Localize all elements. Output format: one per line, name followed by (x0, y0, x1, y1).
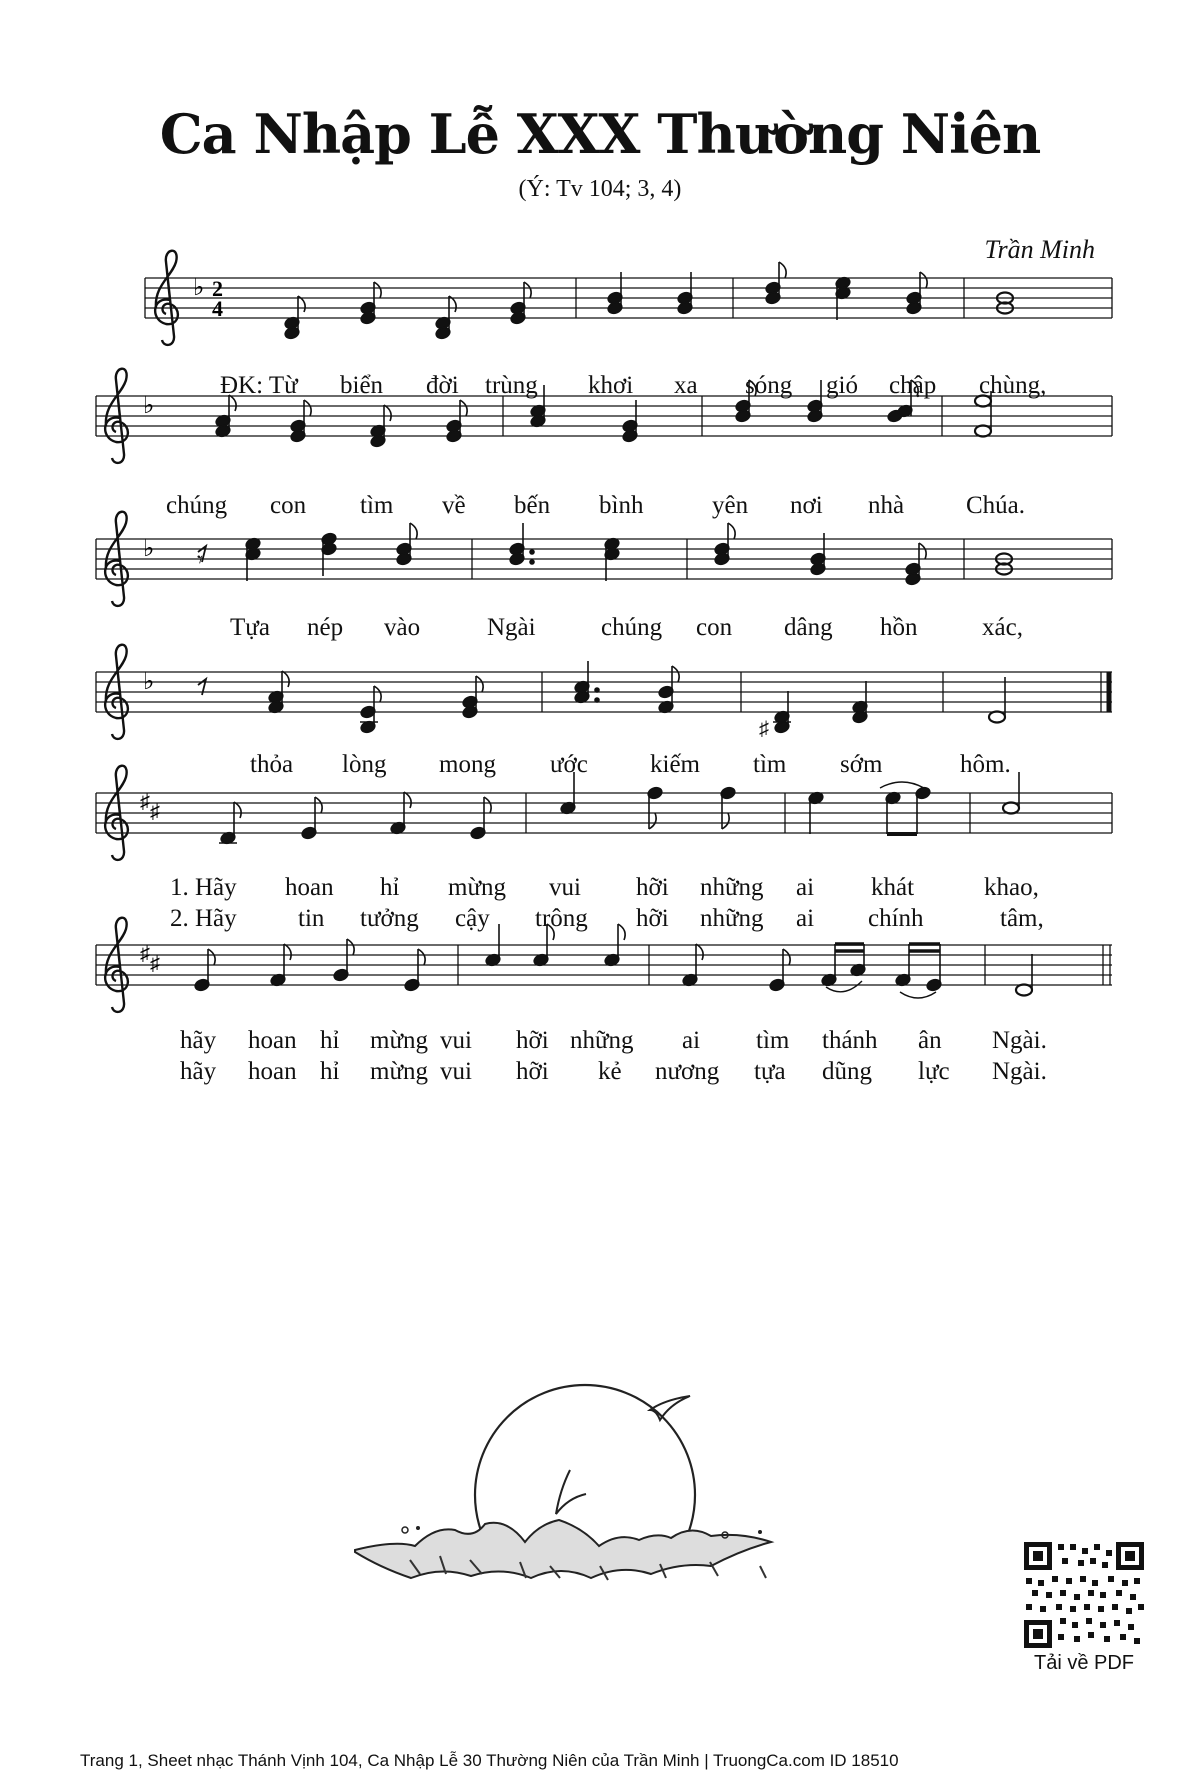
lyric-syllable: ai (682, 1027, 701, 1054)
lyric-syllable: vui (440, 1058, 472, 1085)
lyric-syllable: cậy (455, 905, 490, 932)
lyric-syllable: khơi (588, 372, 634, 399)
lyric-syllable: trùng (485, 372, 538, 399)
notes-system-1 (284, 262, 1013, 340)
lyric-syllable: 2. Hãy (170, 905, 237, 932)
flat-key-signature: ♭ (143, 536, 155, 562)
lyric-syllable: dũng (822, 1058, 872, 1085)
lyric-syllable: chính (868, 905, 924, 932)
lyric-syllable: lòng (342, 751, 387, 778)
flat-key-signature: ♭ (143, 669, 155, 695)
lyric-syllable: Ngài. (992, 1027, 1047, 1054)
lyric-syllable: vui (549, 874, 581, 901)
composer-name: Trần Minh (984, 235, 1095, 264)
lyric-syllable: Ngài. (992, 1058, 1047, 1085)
lyric-syllable: tìm (360, 492, 394, 519)
lyric-syllable: hoan (285, 874, 334, 901)
scripture-reference: (Ý: Tv 104; 3, 4) (518, 176, 682, 202)
qr-code[interactable] (1022, 1540, 1146, 1650)
lyric-syllable: Tựa (230, 614, 270, 641)
song-title: Ca Nhập Lễ XXX Thường Niên (159, 102, 1041, 166)
lyric-syllable: gió (826, 372, 858, 399)
lyric-syllable: sóng (745, 372, 793, 399)
lyric-syllable: hỉ (320, 1027, 340, 1054)
lyric-syllable: hãy (180, 1027, 217, 1054)
flat-key-signature: ♭ (143, 393, 155, 419)
time-signature-top: 2 (212, 276, 223, 301)
page-footer: Trang 1, Sheet nhạc Thánh Vịnh 104, Ca Nhập Lễ 30 Thường Niên của Trần Minh | TruongCa.com ID 18510 (80, 1751, 899, 1770)
sharp-key-signature: ♯ (150, 801, 160, 823)
lyric-syllable: những (700, 874, 764, 901)
lyric-syllable: kẻ (598, 1058, 622, 1085)
lyric-syllable: hỡi (636, 874, 669, 901)
download-pdf-label[interactable]: Tải về PDF (1033, 1652, 1135, 1674)
sharp-key-signature: ♯ (140, 943, 150, 965)
notes-system-5 (219, 772, 1019, 845)
lyric-syllable: đời (426, 372, 459, 399)
lyric-syllable: Ngài (487, 614, 536, 641)
lyric-syllable: nơi (790, 492, 823, 519)
lyric-syllable: chùng, (979, 372, 1047, 399)
lyric-syllable: con (270, 492, 307, 519)
staff-system-4 (96, 672, 1112, 712)
lyric-syllable: hãy (180, 1058, 217, 1085)
lyric-syllable: tìm (753, 751, 787, 778)
lyric-syllable: xa (674, 372, 698, 399)
lyric-syllable: ai (796, 874, 815, 901)
lyric-syllable: thỏa (250, 751, 294, 778)
lyric-syllable: tựa (754, 1058, 786, 1085)
lyric-syllable: tưởng (360, 905, 419, 932)
lyric-syllable: nhà (868, 492, 905, 519)
lyric-syllable: hỡi (516, 1027, 549, 1054)
lyric-syllable: tâm, (1000, 905, 1044, 932)
time-signature-bottom: 4 (212, 296, 223, 321)
lyric-syllable: về (442, 492, 466, 519)
lyric-syllable: tin (298, 905, 325, 932)
lyric-syllable: vui (440, 1027, 472, 1054)
lyric-syllable: hồn (880, 614, 918, 641)
lyric-syllable: hoan (248, 1027, 297, 1054)
svg-text:♯: ♯ (759, 718, 769, 740)
lyric-syllable: thánh (822, 1027, 878, 1054)
lyric-syllable: ân (918, 1027, 942, 1054)
lyric-syllable: nép (307, 614, 344, 641)
notes-system-6 (194, 924, 1032, 998)
staff-system-6 (96, 945, 1112, 985)
lyric-syllable: hôm. (960, 751, 1011, 778)
lyric-syllable: sớm (840, 751, 883, 778)
lyric-syllable: 1. Hãy (170, 874, 237, 901)
lyric-syllable: hỉ (320, 1058, 340, 1085)
lyric-syllable: khát (871, 874, 915, 901)
lyric-syllable: chúng (601, 614, 663, 641)
lyric-syllable: chúng (166, 492, 228, 519)
lyric-syllable: bến (514, 492, 551, 519)
staff-system-1 (145, 278, 1112, 318)
lyric-syllable: mong (439, 751, 496, 778)
lyric-syllable: dâng (784, 614, 833, 641)
lyric-syllable: ĐK: Từ (220, 372, 298, 399)
staff-system-5 (96, 793, 1112, 833)
lyric-syllable: chập (889, 372, 937, 399)
staff-system-2 (96, 396, 1112, 436)
lyric-syllable: mừng (448, 874, 506, 901)
lyric-syllable: mừng (370, 1058, 428, 1085)
lyric-syllable: lực (918, 1058, 950, 1085)
lyric-syllable: vào (384, 614, 421, 641)
lyric-syllable: ai (796, 905, 815, 932)
sharp-key-signature: ♯ (140, 791, 150, 813)
lyric-syllable: hỡi (516, 1058, 549, 1085)
sharp-key-signature: ♯ (150, 953, 160, 975)
lyric-syllable: trông (535, 905, 588, 932)
lyric-syllable: nương (655, 1058, 720, 1085)
lyric-syllable: hỉ (380, 874, 400, 901)
lyric-syllable: ước (550, 751, 588, 778)
lyric-syllable: mừng (370, 1027, 428, 1054)
notes-system-4 (198, 661, 1005, 740)
notes-system-3 (197, 523, 1012, 586)
lyric-syllable: yên (712, 492, 749, 519)
lyric-syllable: Chúa. (966, 492, 1026, 519)
svg-text:𝄾: 𝄾 (197, 547, 203, 572)
lyric-syllable: xác, (982, 614, 1023, 641)
lyric-syllable: tìm (756, 1027, 790, 1054)
lyric-syllable: con (696, 614, 733, 641)
lyric-syllable: bình (599, 492, 644, 519)
lyric-syllable: những (700, 905, 764, 932)
lyric-syllable: biển (340, 372, 384, 399)
lyric-syllable: những (570, 1027, 634, 1054)
lyric-syllable: khao, (984, 874, 1039, 901)
flat-key-signature: ♭ (193, 275, 205, 301)
lyrics (166, 372, 1047, 1085)
lyric-syllable: hoan (248, 1058, 297, 1085)
lyric-syllable: hỡi (636, 905, 669, 932)
lyric-syllable: kiếm (650, 751, 700, 778)
moon-and-waves-illustration (350, 1380, 850, 1610)
